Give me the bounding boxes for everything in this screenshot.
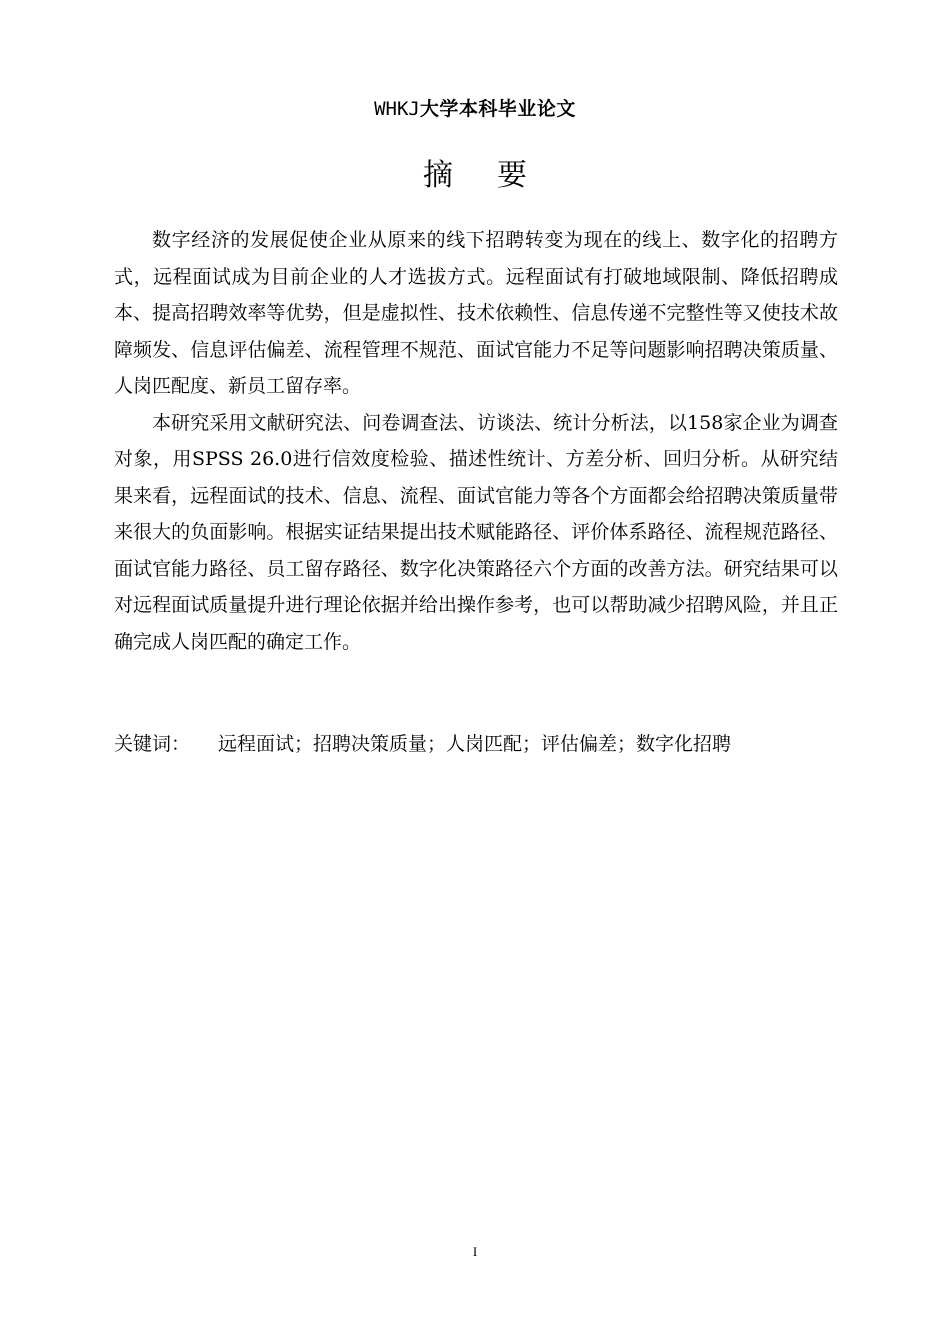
header-latin-text: WHKJ — [374, 98, 420, 120]
title-char-2: 要 — [497, 158, 527, 193]
title-char-1: 摘 — [423, 158, 453, 193]
page-title — [0, 156, 950, 196]
abstract-paragraph-1: 数字经济的发展促使企业从原来的线下招聘转变为现在的线上、数字化的招聘方式，远程面试成为目前企业的人才选拔方式。远程面试有打破地域限制、降低招聘成本、提高招聘效率等优势，但是虚拟性、技术依赖性、信息传递不完整性等又使技术故障频发、信息评估偏差、流程管理不规范、面试官能力不足等问题影响招聘决策质量、人岗匹配度、新员工留存率。 — [114, 229, 838, 397]
running-header — [0, 94, 950, 121]
keywords-label: 关键词： — [114, 733, 191, 755]
abstract-body — [114, 222, 838, 660]
abstract-paragraph-2: 本研究采用文献研究法、问卷调查法、访谈法、统计分析法，以158家企业为调查对象，用SPSS 26.0进行信效度检验、描述性统计、方差分析、回归分析。从研究结果来看，远程面试的技术、信息、流程、面试官能力等各个方面都会给招聘决策质量带来很大的负面影响。根据实证结果提出技术赋能路径、评价体系路径、流程规范路径、面试官能力路径、员工留存路径、数字化决策路径六个方面的改善方法。研究结果可以对远程面试质量提升进行理论依据并给出操作参考，也可以帮助减少招聘风险，并且正确完成人岗匹配的确定工作。 — [114, 411, 838, 653]
header-cn-text: 大学本科毕业论文 — [419, 98, 576, 120]
keywords-line — [114, 726, 838, 762]
keywords-value: 远程面试；招聘决策质量；人岗匹配；评估偏差；数字化招聘 — [218, 733, 732, 755]
page-number: I — [472, 1244, 478, 1259]
